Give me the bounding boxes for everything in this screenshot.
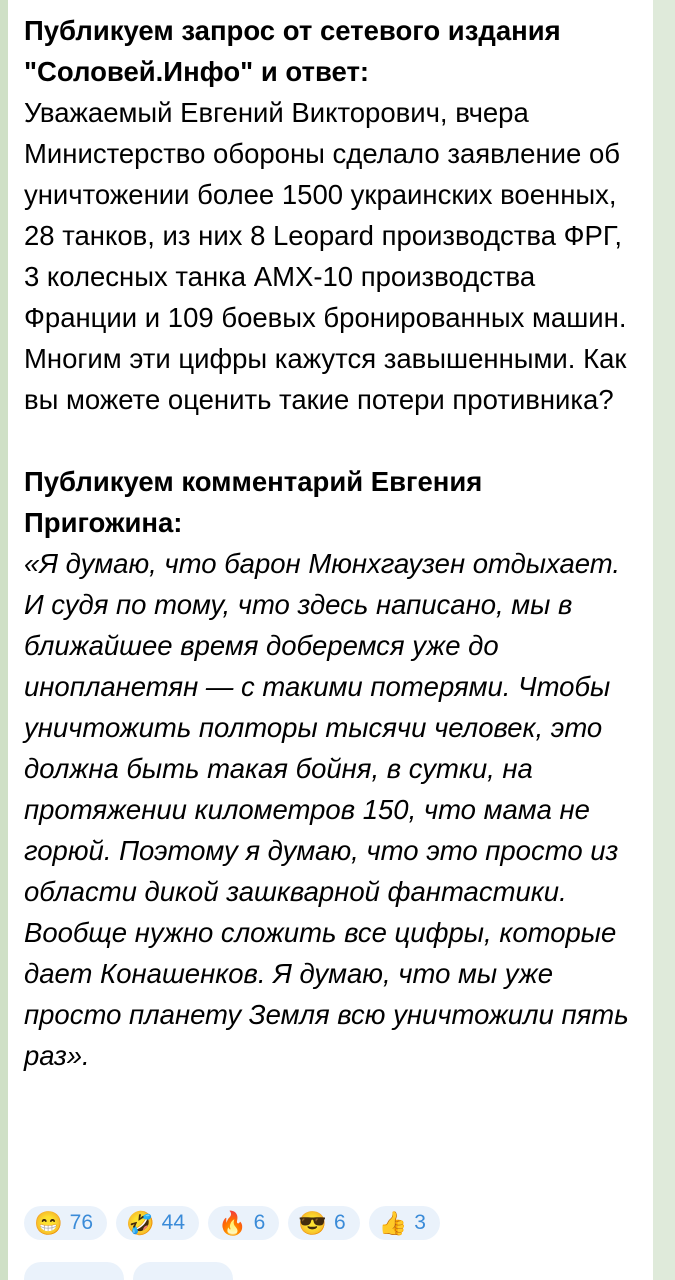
message-body-1: Уважаемый Евгений Викторович, вчера Министерство обороны сделало заявление об уничтожении более 1500 украинских военных, 28 танков, из них 8 Leopard производства ФРГ, 3 колесных танка AMX-10 производства Франции и 109 боевых бронированных машин. Многим эти цифры кажутся завышенными. Как вы можете оценить такие потери противника? bbox=[24, 97, 627, 415]
reaction-count-sunglasses: 6 bbox=[333, 1211, 346, 1234]
message-heading-2: Публикуем комментарий Евгения Пригожина: bbox=[24, 466, 483, 538]
message-body-2: «Я думаю, что барон Мюнхгаузен отдыхает. И судя по тому, что здесь написано, мы в ближайшее время доберемся уже до инопланетян — с такими потерями. Чтобы уничтожить полторы тысячи человек, это должна быть такая бойня, в сутки, на протяжении километров 150, что мама не горюй. Поэтому я думаю, что это просто из области дикой зашкварной фантастики. Вообще нужно сложить все цифры, которые дает Конашенков. Я думаю, что мы уже просто планету Земля всю уничтожили пять раз». bbox=[24, 548, 629, 1071]
smiling-face-with-sunglasses-emoji: 😎 bbox=[298, 1209, 327, 1236]
reaction-button-thumbsup[interactable] bbox=[369, 1206, 440, 1240]
reaction-count-grinning: 76 bbox=[69, 1211, 93, 1234]
reactions-bar bbox=[24, 1206, 440, 1240]
reaction-count-fire: 6 bbox=[253, 1211, 266, 1234]
reaction-button-rofl[interactable] bbox=[116, 1206, 199, 1240]
fire-emoji: 🔥 bbox=[218, 1209, 247, 1236]
message-bubble[interactable] bbox=[8, 0, 653, 1280]
chat-background-right bbox=[653, 0, 675, 1280]
rolling-on-the-floor-laughing-emoji: 🤣 bbox=[126, 1209, 155, 1236]
reaction-button-sunglasses[interactable] bbox=[288, 1206, 359, 1240]
reaction-button-fire[interactable] bbox=[208, 1206, 279, 1240]
reactions-bar-second-row bbox=[24, 1262, 233, 1280]
thumbs-up-emoji: 👍 bbox=[378, 1209, 408, 1236]
reaction-button-overflow-1[interactable] bbox=[24, 1262, 124, 1280]
reaction-button-overflow-2[interactable] bbox=[133, 1262, 233, 1280]
chat-background-left bbox=[0, 0, 8, 1280]
reaction-count-rofl: 44 bbox=[161, 1211, 185, 1234]
reaction-button-grinning[interactable] bbox=[24, 1206, 107, 1240]
reaction-count-thumbsup: 3 bbox=[414, 1211, 426, 1234]
message-heading-1: Публикуем запрос от сетевого издания "Соловей.Инфо" и ответ: bbox=[24, 15, 561, 87]
paragraph-spacer bbox=[24, 420, 637, 461]
grinning-face-emoji: 😁 bbox=[34, 1209, 63, 1236]
